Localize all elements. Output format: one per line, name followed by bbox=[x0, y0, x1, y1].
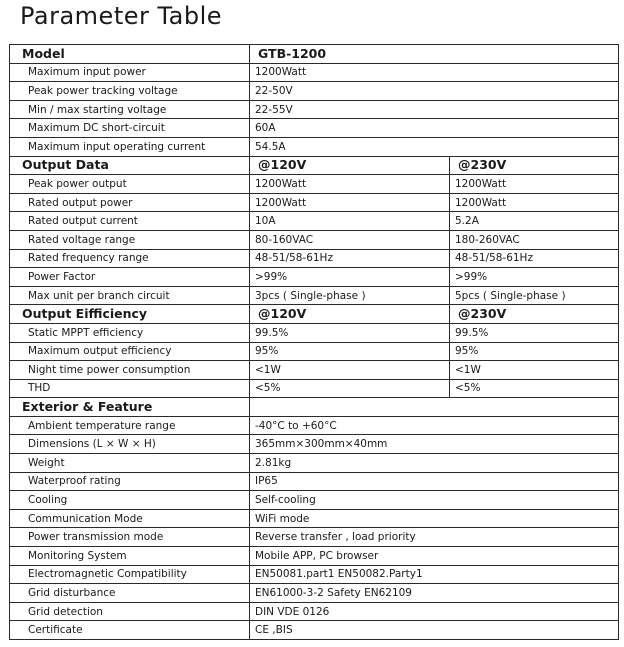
spec-value-120v: 80-160VAC bbox=[250, 230, 450, 249]
spec-value: 22-50V bbox=[250, 82, 619, 101]
input-spec-row bbox=[10, 63, 619, 82]
section-title: Exterior & Feature bbox=[10, 398, 250, 417]
efficiency-spec-row bbox=[10, 361, 619, 380]
exterior-feature-header-row bbox=[10, 398, 619, 417]
spec-label: Cooling bbox=[10, 491, 250, 510]
exterior-spec-row bbox=[10, 547, 619, 566]
spec-value: 54.5A bbox=[250, 137, 619, 156]
column-header-120v: @120V bbox=[250, 305, 450, 324]
spec-value: Mobile APP, PC browser bbox=[250, 547, 619, 566]
spec-value: EN61000-3-2 Safety EN62109 bbox=[250, 584, 619, 603]
spec-label: Monitoring System bbox=[10, 547, 250, 566]
spec-value: Self-cooling bbox=[250, 491, 619, 510]
spec-label: THD bbox=[10, 379, 250, 398]
spec-label: Power transmission mode bbox=[10, 528, 250, 547]
exterior-spec-row bbox=[10, 454, 619, 473]
output-spec-row bbox=[10, 193, 619, 212]
column-header-230v: @230V bbox=[450, 156, 619, 175]
spec-label: Rated voltage range bbox=[10, 230, 250, 249]
spec-value: -40°C to +60°C bbox=[250, 416, 619, 435]
section-title: Output Data bbox=[10, 156, 250, 175]
model-header-row bbox=[10, 45, 619, 64]
spec-label: Grid disturbance bbox=[10, 584, 250, 603]
spec-value-120v: >99% bbox=[250, 268, 450, 287]
spec-value: CE ,BIS bbox=[250, 621, 619, 640]
spec-label: Electromagnetic Compatibility bbox=[10, 565, 250, 584]
output-spec-row bbox=[10, 175, 619, 194]
model-value: GTB-1200 bbox=[250, 45, 619, 64]
page-title: Parameter Table bbox=[20, 2, 223, 30]
spec-value-230v: 95% bbox=[450, 342, 619, 361]
section-title: Output Eifficiency bbox=[10, 305, 250, 324]
exterior-spec-row bbox=[10, 435, 619, 454]
exterior-spec-row bbox=[10, 602, 619, 621]
efficiency-spec-row bbox=[10, 342, 619, 361]
output-data-header-row bbox=[10, 156, 619, 175]
spec-label: Power Factor bbox=[10, 268, 250, 287]
spec-label: Night time power consumption bbox=[10, 361, 250, 380]
spec-value-120v: 3pcs ( Single-phase ) bbox=[250, 286, 450, 305]
spec-value: 2.81kg bbox=[250, 454, 619, 473]
output-spec-row bbox=[10, 268, 619, 287]
exterior-spec-row bbox=[10, 528, 619, 547]
spec-value-120v: 1200Watt bbox=[250, 193, 450, 212]
column-header-120v: @120V bbox=[250, 156, 450, 175]
exterior-spec-row bbox=[10, 621, 619, 640]
spec-label: Maximum DC short-circuit bbox=[10, 119, 250, 138]
exterior-spec-row bbox=[10, 416, 619, 435]
spec-value-230v: 1200Watt bbox=[450, 193, 619, 212]
spec-label: Rated output current bbox=[10, 212, 250, 231]
spec-value-120v: <1W bbox=[250, 361, 450, 380]
spec-value: 1200Watt bbox=[250, 63, 619, 82]
spec-value-230v: 48-51/58-61Hz bbox=[450, 249, 619, 268]
efficiency-spec-row bbox=[10, 379, 619, 398]
section-header-blank-cell bbox=[250, 398, 619, 417]
spec-value: EN50081.part1 EN50082.Party1 bbox=[250, 565, 619, 584]
spec-label: Certificate bbox=[10, 621, 250, 640]
spec-label: Weight bbox=[10, 454, 250, 473]
spec-value-230v: >99% bbox=[450, 268, 619, 287]
spec-value-230v: 1200Watt bbox=[450, 175, 619, 194]
input-spec-row bbox=[10, 82, 619, 101]
spec-value-120v: <5% bbox=[250, 379, 450, 398]
spec-label: Min / max starting voltage bbox=[10, 100, 250, 119]
spec-label: Rated frequency range bbox=[10, 249, 250, 268]
exterior-spec-row bbox=[10, 584, 619, 603]
input-spec-row bbox=[10, 137, 619, 156]
spec-label: Communication Mode bbox=[10, 509, 250, 528]
spec-label: Rated output power bbox=[10, 193, 250, 212]
spec-value-120v: 95% bbox=[250, 342, 450, 361]
spec-value: IP65 bbox=[250, 472, 619, 491]
exterior-spec-row bbox=[10, 509, 619, 528]
parameter-table bbox=[9, 44, 619, 640]
spec-value-120v: 1200Watt bbox=[250, 175, 450, 194]
spec-value-230v: 99.5% bbox=[450, 323, 619, 342]
output-spec-row bbox=[10, 230, 619, 249]
spec-value: 60A bbox=[250, 119, 619, 138]
spec-value-230v: 180-260VAC bbox=[450, 230, 619, 249]
spec-value-230v: <1W bbox=[450, 361, 619, 380]
spec-label: Peak power tracking voltage bbox=[10, 82, 250, 101]
spec-label: Maximum output efficiency bbox=[10, 342, 250, 361]
spec-label: Peak power output bbox=[10, 175, 250, 194]
exterior-spec-row bbox=[10, 472, 619, 491]
exterior-spec-row bbox=[10, 491, 619, 510]
spec-value-120v: 48-51/58-61Hz bbox=[250, 249, 450, 268]
spec-value: Reverse transfer , load priority bbox=[250, 528, 619, 547]
model-label: Model bbox=[10, 45, 250, 64]
column-header-230v: @230V bbox=[450, 305, 619, 324]
spec-label: Maximum input power bbox=[10, 63, 250, 82]
output-spec-row bbox=[10, 286, 619, 305]
exterior-spec-row bbox=[10, 565, 619, 584]
spec-label: Waterproof rating bbox=[10, 472, 250, 491]
spec-value-230v: 5.2A bbox=[450, 212, 619, 231]
spec-value: DIN VDE 0126 bbox=[250, 602, 619, 621]
spec-value: 365mm×300mm×40mm bbox=[250, 435, 619, 454]
output-spec-row bbox=[10, 249, 619, 268]
spec-label: Ambient temperature range bbox=[10, 416, 250, 435]
spec-label: Grid detection bbox=[10, 602, 250, 621]
output-spec-row bbox=[10, 212, 619, 231]
efficiency-spec-row bbox=[10, 323, 619, 342]
spec-value: WiFi mode bbox=[250, 509, 619, 528]
spec-label: Static MPPT efficiency bbox=[10, 323, 250, 342]
spec-value-230v: <5% bbox=[450, 379, 619, 398]
spec-value: 22-55V bbox=[250, 100, 619, 119]
spec-value-120v: 99.5% bbox=[250, 323, 450, 342]
spec-value-120v: 10A bbox=[250, 212, 450, 231]
spec-label: Maximum input operating current bbox=[10, 137, 250, 156]
spec-label: Max unit per branch circuit bbox=[10, 286, 250, 305]
input-spec-row bbox=[10, 119, 619, 138]
parameter-table-body bbox=[10, 45, 619, 640]
spec-label: Dimensions (L × W × H) bbox=[10, 435, 250, 454]
output-efficiency-header-row bbox=[10, 305, 619, 324]
input-spec-row bbox=[10, 100, 619, 119]
spec-value-230v: 5pcs ( Single-phase ) bbox=[450, 286, 619, 305]
